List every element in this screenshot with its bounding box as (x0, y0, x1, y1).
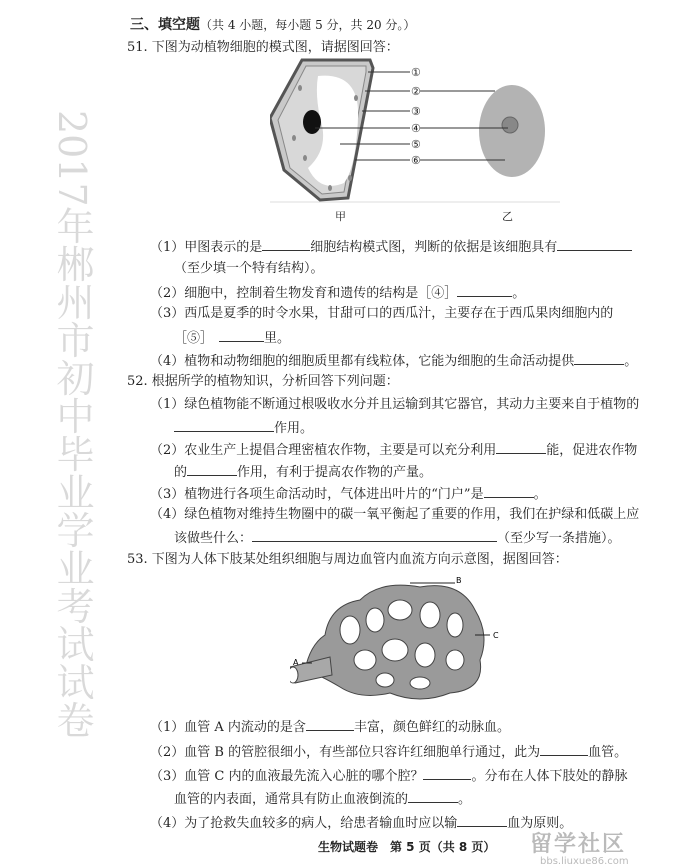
q51-part4 (150, 352, 637, 370)
text: （1）血管 A 内流动的是含 (150, 720, 306, 735)
q52-part4-cont (174, 529, 621, 547)
answer-blank[interactable] (306, 718, 354, 731)
text: 里。 (264, 331, 291, 346)
text: 血管。 (588, 745, 628, 760)
plant-nucleus (303, 110, 321, 134)
text: （2）血管 B 的管腔很细小，有些部位只容许红细胞单行通过，此为 (150, 745, 541, 760)
answer-blank[interactable] (540, 743, 588, 756)
answer-blank[interactable] (484, 485, 534, 498)
text: 作用，有利于提高农作物的产量。 (237, 465, 433, 480)
text: （4）为了抢救失血较多的病人，给患者输血时应以输 (150, 816, 458, 831)
text: 。 (624, 354, 638, 369)
cell-diagram (270, 58, 560, 208)
q51-stem: 51. 下图为动植物细胞的模式图，请据图回答： (127, 40, 399, 55)
text: （2）农业生产上提倡合理密植农作物，主要是可以充分利用 (150, 443, 497, 458)
text: 的 (174, 465, 188, 480)
watermark: 2017年郴州市初中毕业学业考试试卷 (50, 110, 94, 739)
text: 血为原则。 (507, 816, 573, 831)
q53-part1 (150, 718, 510, 736)
answer-blank[interactable] (174, 419, 274, 432)
q53-part3-cont (174, 790, 471, 808)
q51-part2 (150, 284, 525, 302)
answer-blank[interactable] (557, 238, 632, 251)
q52-part1-cont (174, 419, 313, 437)
label-b: B (456, 576, 462, 585)
q52-part3 (150, 485, 547, 503)
logo-url: bbs.liuxue86.com (540, 856, 629, 867)
q51-part1 (150, 238, 632, 256)
q53-stem: 53. 下图为人体下肢某处组织细胞与周边血管内血流方向示意图，据图回答： (127, 552, 568, 567)
text: 能，促进农作物 (546, 443, 638, 458)
section-note: （共 4 小题，每小题 5 分，共 20 分。） (200, 18, 416, 32)
text: （至少写一条措施）。 (497, 531, 621, 546)
logo-title: 留学社区 (530, 832, 627, 857)
answer-blank[interactable] (496, 441, 546, 454)
text: 。 (512, 286, 526, 301)
text: （3）植物进行各项生命活动时，气体进出叶片的“门户”是 (150, 487, 484, 502)
text: （3）血管 C 内的血液最先流入心脏的哪个腔？ (150, 769, 424, 784)
answer-blank[interactable] (574, 352, 624, 365)
text: ［⑤］ (174, 331, 214, 346)
text: 丰富，颜色鲜红的动脉血。 (353, 720, 510, 735)
text: 。分布在人体下肢处的静脉 (471, 769, 628, 784)
q52-part2 (150, 441, 637, 459)
page-footer: 生物试题卷 第 5 页（共 8 页） (318, 840, 496, 854)
text: （4）植物和动物细胞的细胞质里都有线粒体，它能为细胞的生命活动提供 (150, 354, 575, 369)
text: 细胞结构模式图，判断的依据是该细胞具有 (310, 240, 558, 255)
figure-label-yi: 乙 (502, 210, 513, 223)
q51-part3: （3）西瓜是夏季的时令水果，甘甜可口的西瓜汁，主要存在于西瓜果肉细胞内的 (150, 306, 614, 321)
answer-blank[interactable] (408, 790, 458, 803)
answer-blank[interactable] (457, 284, 512, 297)
q53-part3 (150, 767, 628, 785)
q51-part1-cont: （至少填一个特有结构）。 (174, 261, 324, 276)
q51-part3-cont (174, 329, 290, 347)
answer-blank[interactable] (252, 529, 497, 542)
section-heading (130, 17, 415, 33)
text: 。 (458, 792, 472, 807)
q52-part2-cont (174, 463, 432, 481)
label-6: ⑥ (411, 154, 421, 167)
text: 作用。 (274, 421, 314, 436)
section-title: 三、填空题 (130, 17, 200, 33)
text: 该做些什么： (174, 531, 253, 546)
figure-label-jia: 甲 (335, 210, 346, 223)
answer-blank[interactable] (187, 463, 237, 476)
answer-blank[interactable] (262, 238, 310, 251)
label-c: C (493, 631, 499, 640)
label-4: ④ (411, 122, 421, 135)
text: （1）甲图表示的是 (150, 240, 263, 255)
answer-blank[interactable] (219, 329, 264, 342)
label-2: ② (411, 85, 421, 98)
text: 。 (533, 487, 547, 502)
label-5: ⑤ (411, 138, 421, 151)
q53-part2 (150, 743, 627, 761)
blood-vessel-diagram (290, 575, 505, 707)
answer-blank[interactable] (457, 814, 507, 827)
text: 血管的内表面，通常具有防止血液倒流的 (174, 792, 409, 807)
q52-part4: （4）绿色植物对维持生物圈中的碳一氧平衡起了重要的作用，我们在护绿和低碳上应 (150, 507, 640, 522)
text: （2）细胞中，控制着生物发育和遗传的结构是［④］ (150, 286, 458, 301)
answer-blank[interactable] (423, 767, 471, 780)
q52-stem: 52. 根据所学的植物知识，分析回答下列问题： (127, 374, 399, 389)
q52-part1: （1）绿色植物能不断通过根吸收水分并且运输到其它器官，其动力主要来自于植物的 (150, 397, 640, 412)
q53-part4 (150, 814, 572, 832)
site-logo (500, 834, 680, 867)
label-a: A (293, 658, 299, 667)
label-3: ③ (411, 105, 421, 118)
animal-nucleus (502, 117, 518, 133)
label-1: ① (411, 66, 421, 79)
